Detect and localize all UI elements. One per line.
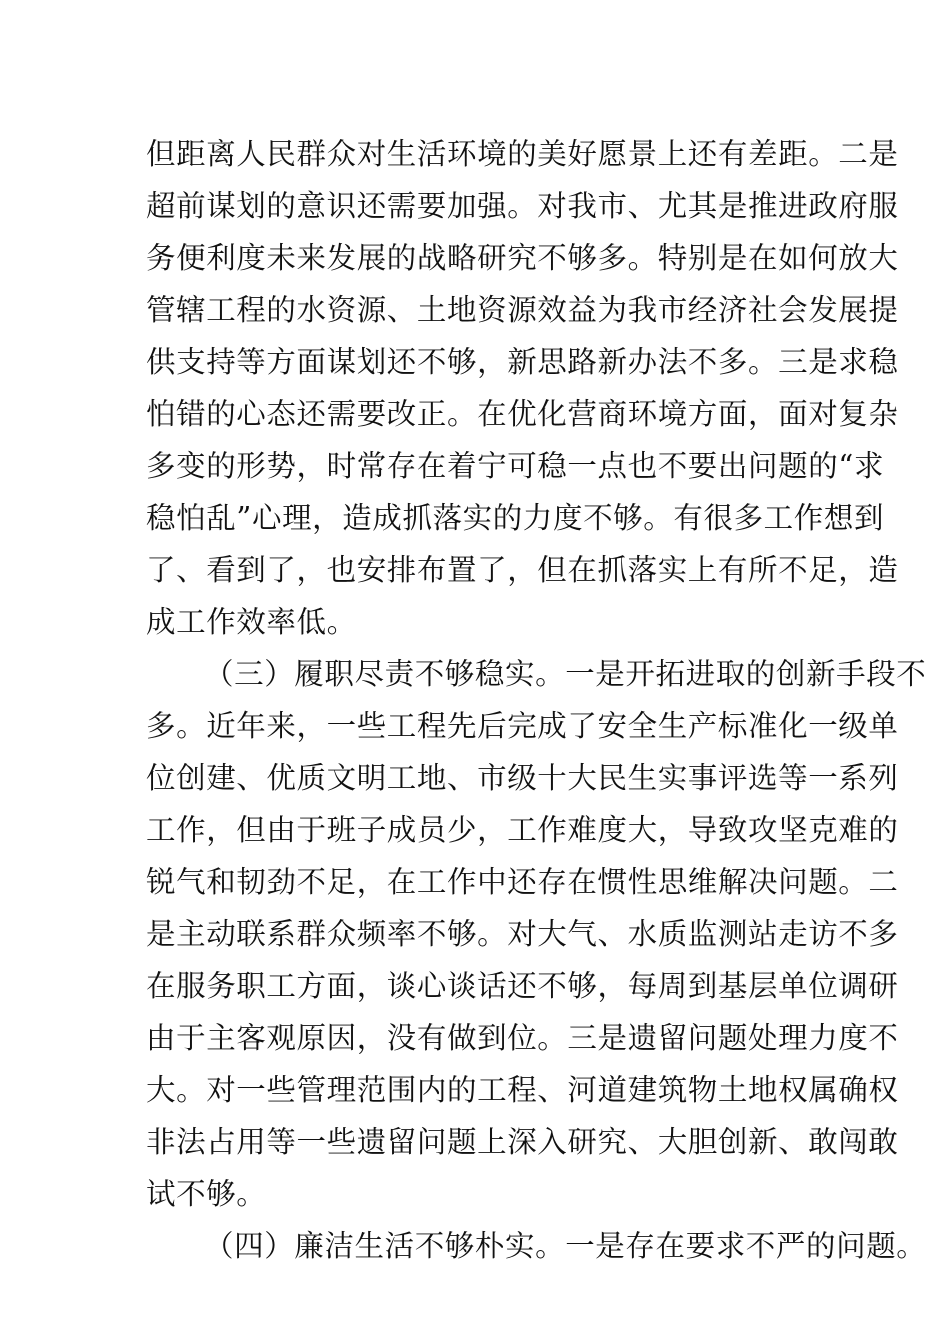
section-heading-line: （四）廉洁生活不够朴实。一是存在要求不严的问题。 [204,1229,927,1263]
text-line: 怕错的心态还需要改正。在优化营商环境方面，面对复杂 [146,397,899,431]
text-line: 多。近年来，一些工程先后完成了安全生产标准化一级单 [146,709,899,743]
text-line: 工作，但由于班子成员少，工作难度大，导致攻坚克难的 [146,813,899,847]
text-line: 在服务职工方面，谈心谈话还不够，每周到基层单位调研 [146,969,899,1003]
text-line: 了、看到了，也安排布置了，但在抓落实上有所不足，造 [146,553,899,587]
text-line: 多变的形势，时常存在着宁可稳一点也不要出问题的“求 [146,449,885,483]
body-text [146,128,927,1272]
text-line: 试不够。 [146,1177,267,1211]
text-line: 但距离人民群众对生活环境的美好愿景上还有差距。二是 [146,137,899,171]
text-line: 由于主客观原因，没有做到位。三是遗留问题处理力度不 [146,1021,899,1055]
text-line: 供支持等方面谋划还不够，新思路新办法不多。三是求稳 [146,345,899,379]
text-line: 管辖工程的水资源、土地资源效益为我市经济社会发展提 [146,293,899,327]
text-line: 非法占用等一些遗留问题上深入研究、大胆创新、敢闯敢 [146,1125,899,1159]
text-line: 是主动联系群众频率不够。对大气、水质监测站走访不多 [146,917,899,951]
text-line: 稳怕乱”心理，造成抓落实的力度不够。有很多工作想到 [146,501,885,535]
text-line: 成工作效率低。 [146,605,357,639]
text-line: 锐气和韧劲不足，在工作中还存在惯性思维解决问题。二 [146,865,899,899]
text-line: 超前谋划的意识还需要加强。对我市、尤其是推进政府服 [146,189,899,223]
text-line: 位创建、优质文明工地、市级十大民生实事评选等一系列 [146,761,899,795]
text-line: 大。对一些管理范围内的工程、河道建筑物土地权属确权 [146,1073,899,1107]
section-heading-line: （三）履职尽责不够稳实。一是开拓进取的创新手段不 [204,657,927,691]
text-line: 务便利度未来发展的战略研究不够多。特别是在如何放大 [146,241,899,275]
